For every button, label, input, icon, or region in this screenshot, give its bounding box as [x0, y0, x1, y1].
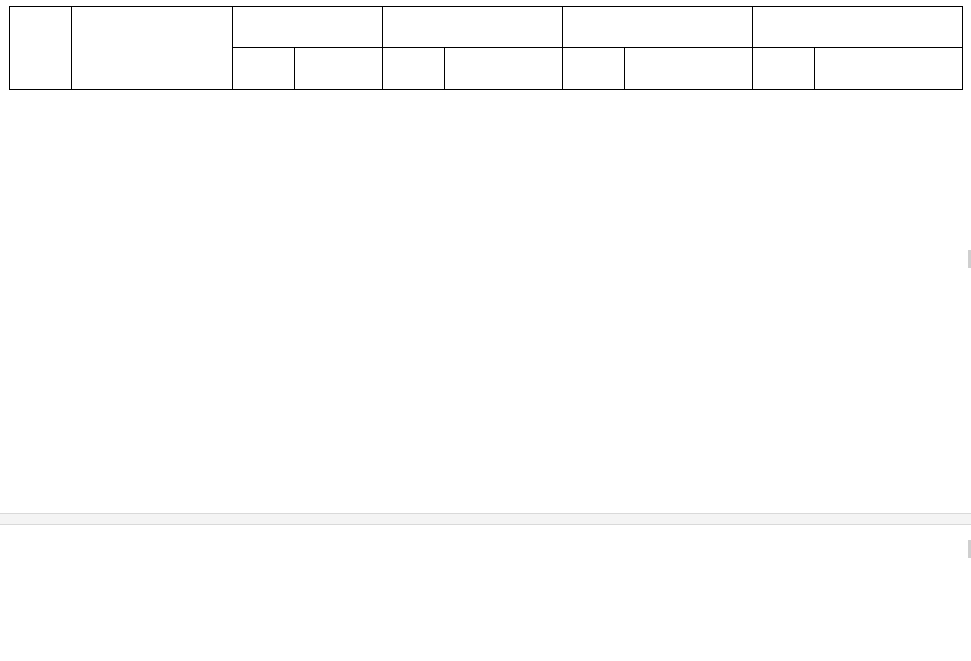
subsidy-table-page-1 — [9, 6, 963, 90]
header-row-groups — [10, 7, 963, 48]
header-count — [563, 48, 625, 90]
header-count — [233, 48, 295, 90]
header-group-90-99 — [563, 7, 753, 48]
header-seq — [10, 7, 72, 90]
page-break-gap — [0, 513, 971, 525]
header-group-100 — [753, 7, 963, 48]
header-amount — [445, 48, 563, 90]
header-count — [753, 48, 815, 90]
header-group-80-89 — [383, 7, 563, 48]
header-amount — [625, 48, 753, 90]
header-amount — [295, 48, 383, 90]
header-unit — [72, 7, 233, 90]
header-group-total — [233, 7, 383, 48]
header-amount — [815, 48, 963, 90]
header-count — [383, 48, 445, 90]
